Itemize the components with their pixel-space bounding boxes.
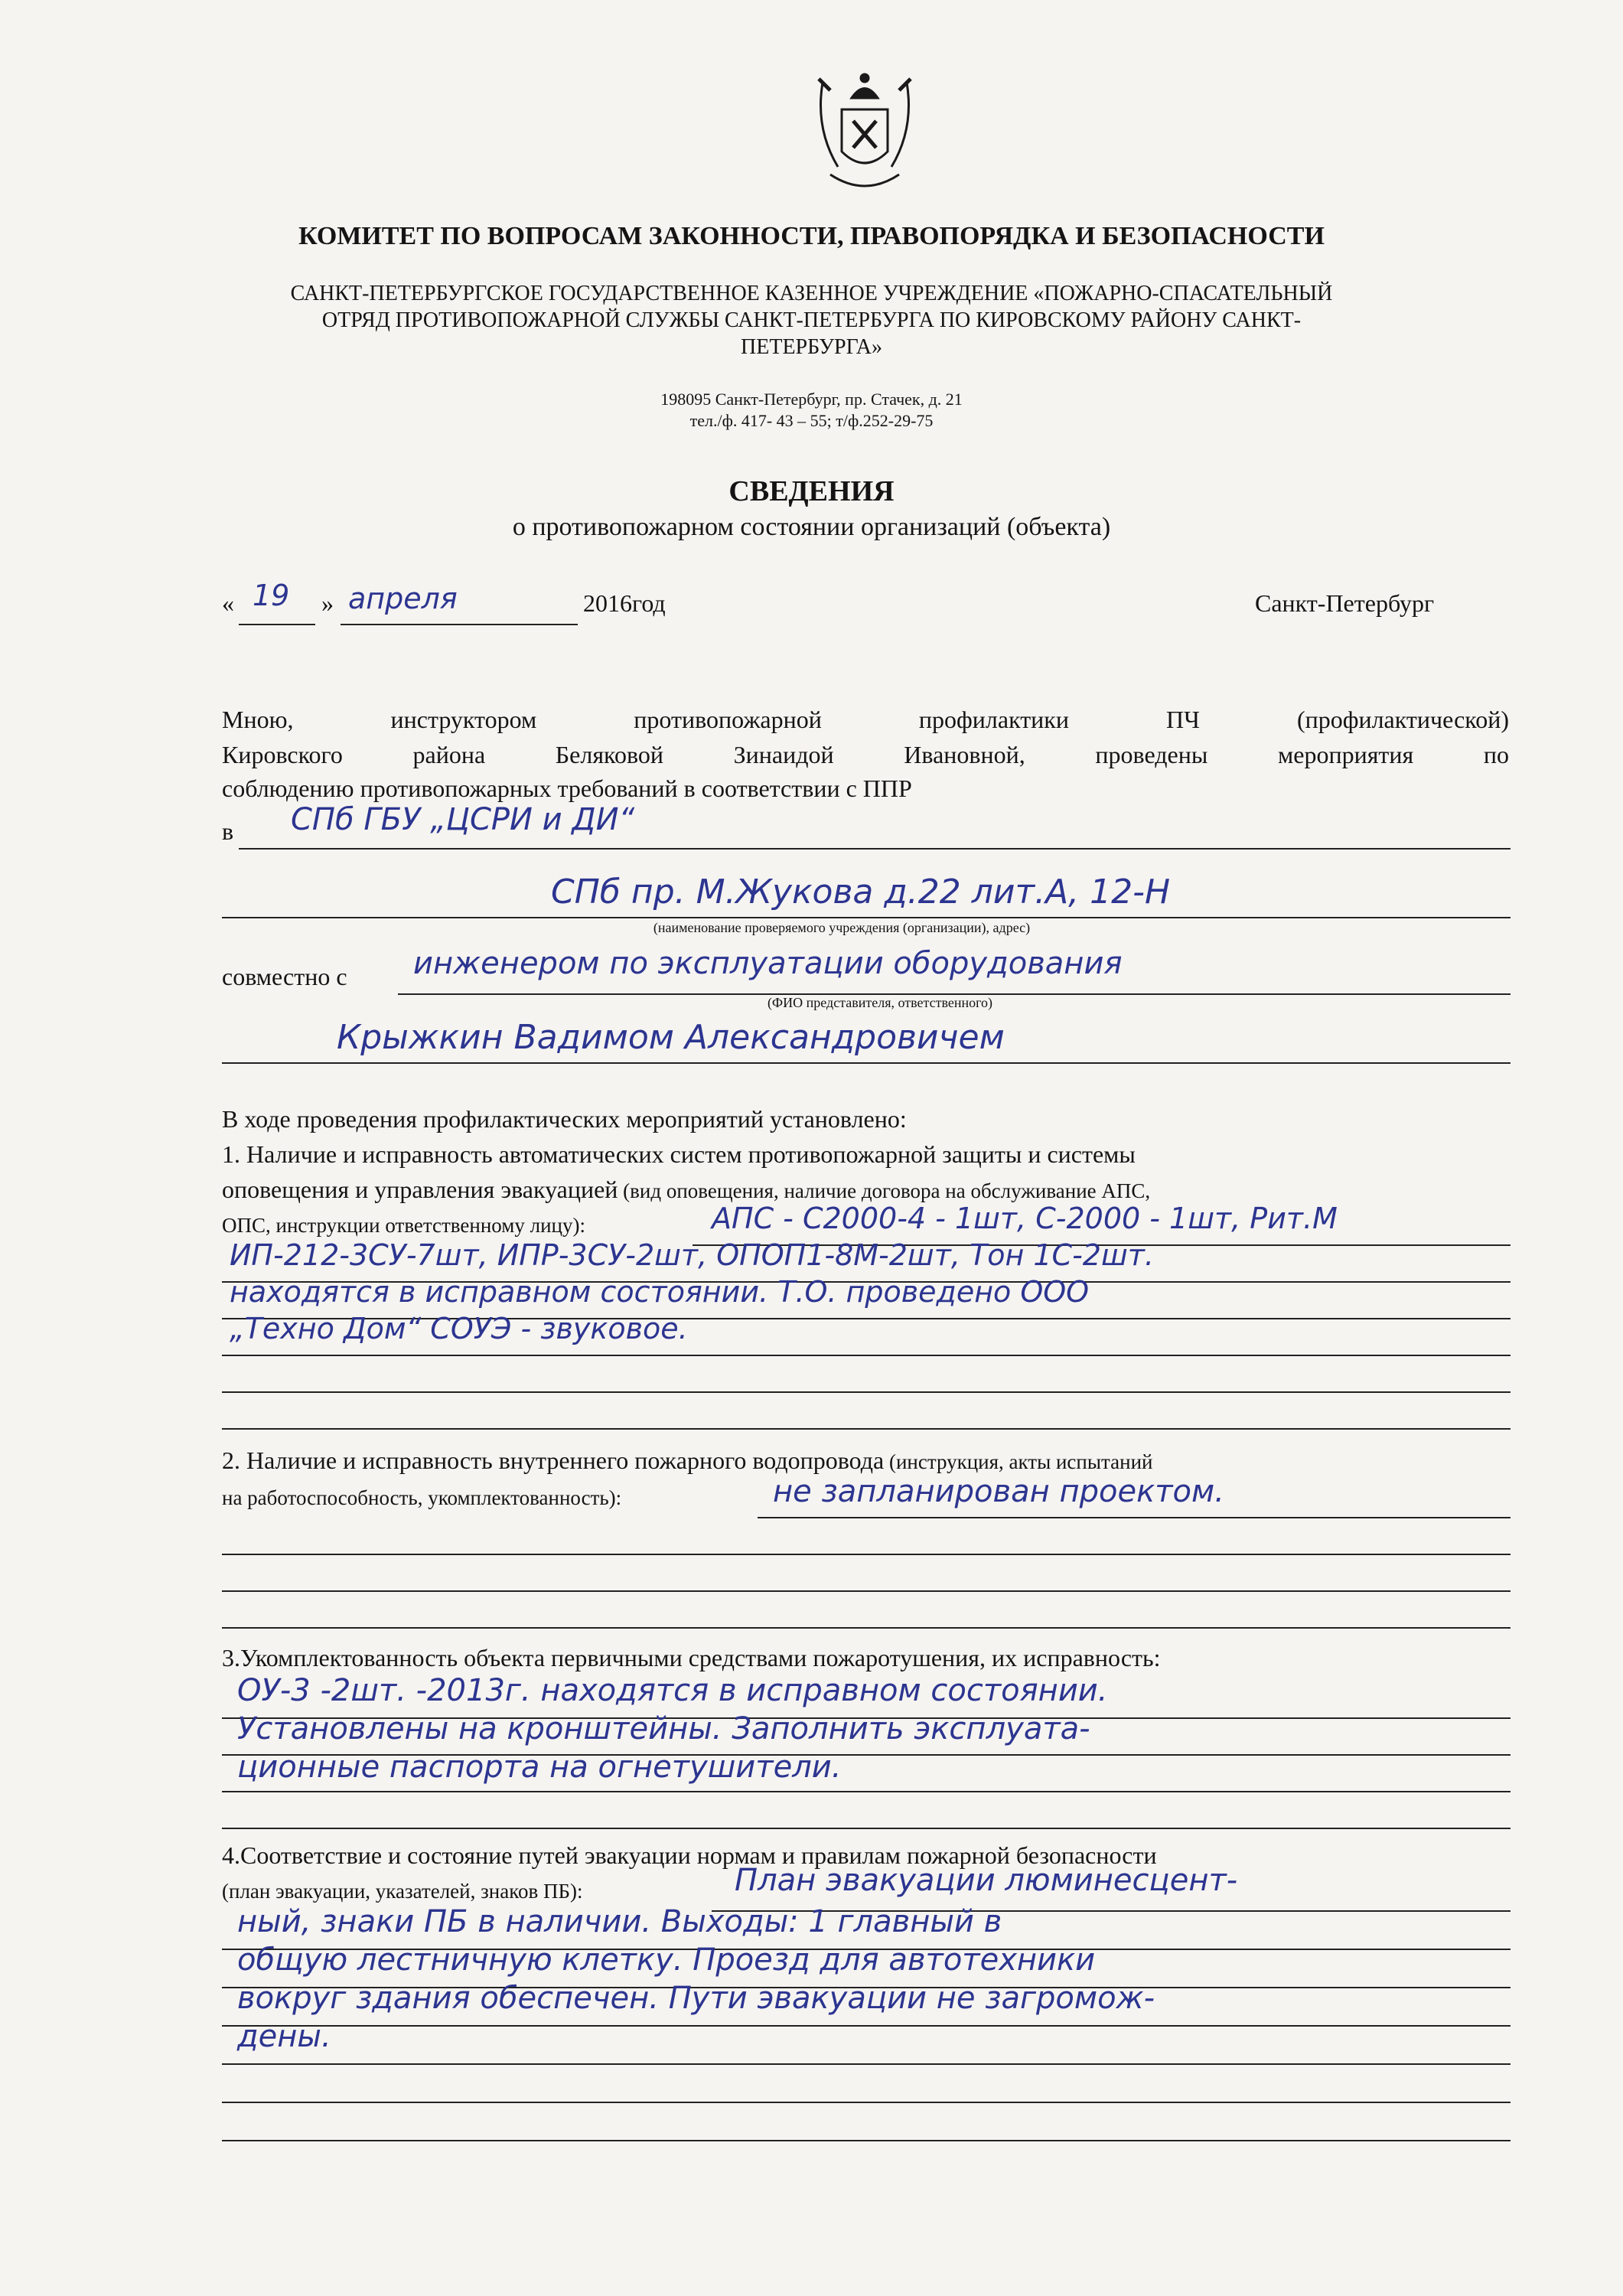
section-2-line-2: на работоспособность, укомплектованность): [222,1486,622,1509]
section-3-hw-3: ционные паспорта на огнетушители. [237,1750,842,1785]
section-3-title: 3.Укомплектованность объекта первичными средствами пожаротушения, их исправность: [222,1644,1161,1671]
representative-name: Крыжкин Вадимом Александровичем [337,1018,1005,1057]
date-city: Санкт-Петербург [1255,589,1435,617]
intro-line-1: Мною, инструктором противопожарной профилактики ПЧ (профилактической) [222,706,1509,733]
org-address: СПб пр. М.Жукова д.22 лит.А, 12-Н [551,872,1171,912]
institution-name: САНКТ-ПЕТЕРБУРГСКОЕ ГОСУДАРСТВЕННОЕ КАЗЕННОЕ УЧРЕЖДЕНИЕ «ПОЖАРНО-СПАСАТЕЛЬНЫЙ ОТРЯД ПРОТИВОПОЖАРНОЙ СЛУЖБЫ САНКТ-ПЕТЕРБУРГА ПО КИРОВСКОМУ РАЙОНУ САНКТ- ПЕТЕРБУРГА» [290,282,1333,359]
section-4-hw-2: ный, знаки ПБ в наличии. Выходы: 1 главный в [237,1904,1002,1939]
date-month: апреля [348,582,458,615]
section-3-hw-2: Установлены на кронштейны. Заполнить эксплуата- [237,1711,1090,1746]
jointly-label: совместно с [222,963,347,990]
findings-lead: В ходе проведения профилактических мероприятий установлено: [222,1105,907,1133]
section-1-hw-3: находятся в исправном состоянии. Т.О. проведено ООО [230,1275,1090,1309]
section-1-title: 1. Наличие и исправность автоматических систем противопожарной защиты и системы [222,1140,1136,1168]
section-4-hw-4: вокруг здания обеспечен. Пути эвакуации не загромож- [237,1981,1155,2016]
institution-address: 198095 Санкт-Петербург, пр. Стачек, д. 21 [660,390,963,409]
section-1-line-3: ОПС, инструкции ответственному лицу): [222,1214,585,1237]
section-4-title: 4.Соответствие и состояние путей эвакуации нормам и правилам пожарной безопасности [222,1841,1157,1869]
section-1-hw-4: „Техно Дом“ СОУЭ - звуковое. [230,1312,688,1345]
institution-contacts [0,389,1623,432]
section-4-hw-1: План эвакуации люминесцент- [735,1863,1238,1898]
in-label: в [222,817,234,845]
org-caption: (наименование проверяемого учреждения (организации), адрес) [653,920,1031,935]
date-close-quote: » [321,589,334,617]
section-4-line-2: (план эвакуации, указателей, знаков ПБ): [222,1880,583,1903]
committee-heading: КОМИТЕТ ПО ВОПРОСАМ ЗАКОННОСТИ, ПРАВОПОРЯДКА И БЕЗОПАСНОСТИ [298,222,1325,250]
institution-phones: тел./ф. 417- 43 – 55; т/ф.252-29-75 [689,411,934,430]
representative-position: инженером по эксплуатации оборудования [413,946,1123,981]
org-name: СПб ГБУ „ЦСРИ и ДИ“ [291,802,635,837]
representative-caption: (ФИО представителя, ответственного) [767,995,993,1010]
section-4-hw-5: дены. [237,2019,331,2054]
coat-of-arms-icon [807,67,922,205]
date-year: 2016год [583,589,666,617]
intro-line-2: Кировского района Беляковой Зинаидой Ивановной, проведены мероприятия по [222,741,1509,768]
section-1-hw-2: ИП-212-3СУ-7шт, ИПР-3СУ-2шт, ОПОП1-8М-2шт, Тон 1С-2шт. [230,1238,1154,1272]
document-subtitle: о противопожарном состоянии организаций (объекта) [512,513,1111,541]
section-2-hw: не запланирован проектом. [773,1474,1224,1509]
intro-line-3: соблюдению противопожарных требований в соответствии с ППР [222,775,912,802]
document-title: СВЕДЕНИЯ [728,475,895,507]
date-day: 19 [253,579,290,612]
section-4-hw-3: общую лестничную клетку. Проезд для автотехники [237,1942,1096,1978]
section-3-hw-1: ОУ-3 -2шт. -2013г. находятся в исправном состоянии. [237,1673,1108,1708]
section-1-line-2: оповещения и управления эвакуацией (вид оповещения, наличие договора на обслуживание АПС, [222,1176,1151,1203]
section-1-hw-1: АПС - С2000-4 - 1шт, С-2000 - 1шт, Рит.М [712,1202,1338,1235]
date-open-quote: « [222,589,234,617]
section-2-title: 2. Наличие и исправность внутреннего пожарного водопровода (инструкция, акты испытаний [222,1446,1153,1474]
